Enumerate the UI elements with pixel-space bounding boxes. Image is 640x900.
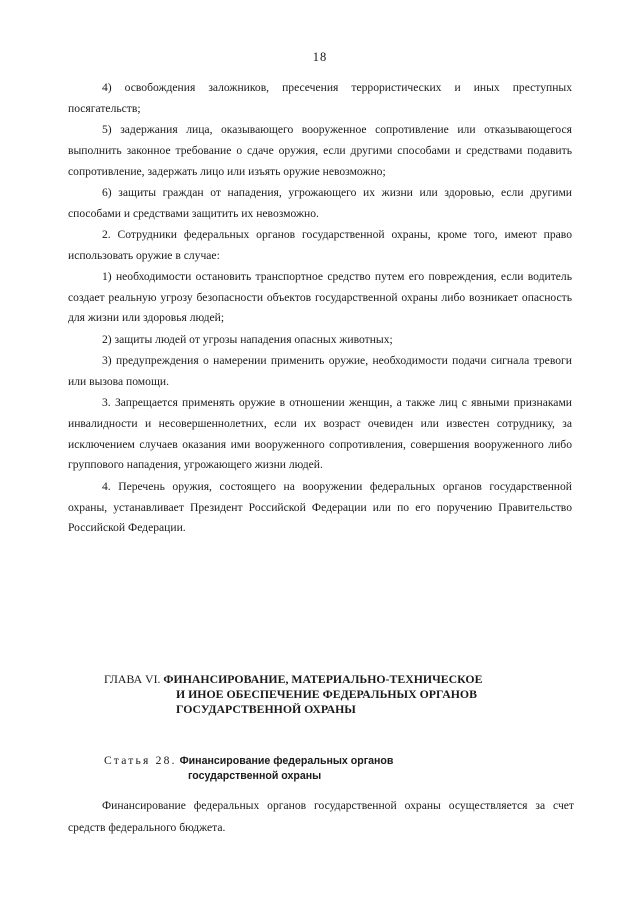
article-title-line: Финансирование федеральных органов bbox=[179, 755, 394, 767]
article-label: Статья 28. bbox=[104, 754, 177, 767]
paragraph: Финансирование федеральных органов государственной охраны осуществляется за счет средств федерального бюджета. bbox=[68, 799, 574, 834]
paragraph: 2) защиты людей от угрозы нападения опасных животных; bbox=[102, 332, 393, 346]
paragraph: 6) защиты граждан от нападения, угрожающего их жизни или здоровью, если другими способами и средствами защитить их невозможно. bbox=[68, 185, 572, 220]
paragraph: 1) необходимости остановить транспортное средство путем его повреждения, если водитель создает реальную угрозу безопасности объектов государственной охраны либо возникает опасность для жизни или здоровья людей; bbox=[68, 270, 572, 325]
chapter-heading bbox=[104, 672, 574, 718]
paragraph: 2. Сотрудники федеральных органов государственной охраны, кроме того, имеют право использовать оружие в случае: bbox=[68, 227, 572, 262]
paragraph: 3) предупреждения о намерении применить оружие, необходимости подачи сигнала тревоги или вызова помощи. bbox=[68, 354, 572, 388]
paragraph: 4. Перечень оружия, состоящего на вооружении федеральных органов государственной охраны, устанавливает Президент Российской Федерации или по его поручению Правительство Российской Федерации. bbox=[68, 479, 572, 535]
page-number: 18 bbox=[312, 50, 328, 64]
paragraph: 5) задержания лица, оказывающего вооруженное сопротивление или отказывающегося выполнить законное требование о сдаче оружия, если другими способами и средствами подавить сопротивление, задержать лицо или изъять оружие невозможно; bbox=[68, 123, 572, 178]
chapter-label: ГЛАВА VI. bbox=[104, 672, 161, 686]
article-heading bbox=[104, 753, 574, 784]
paragraph: 4) освобождения заложников, пресечения террористических и иных преступных посягательств; bbox=[68, 81, 572, 115]
chapter-title-line: И ИНОЕ ОБЕСПЕЧЕНИЕ ФЕДЕРАЛЬНЫХ ОРГАНОВ bbox=[176, 687, 477, 702]
article-title-line: государственной охраны bbox=[188, 770, 322, 782]
paragraph: 3. Запрещается применять оружие в отношении женщин, а также лиц с явными признаками инвалидности и несовершеннолетних, если их возраст очевиден или известен сотруднику, за исключением случаев оказания ими вооруженного сопротивления, совершения вооруженного либо группового нападения, угрожающего жизни людей. bbox=[68, 396, 572, 472]
chapter-title-line: ФИНАНСИРОВАНИЕ, МАТЕРИАЛЬНО-ТЕХНИЧЕСКОЕ bbox=[163, 672, 483, 686]
body-text bbox=[68, 78, 572, 539]
article-text bbox=[68, 795, 574, 839]
chapter-title-line: ГОСУДАРСТВЕННОЙ ОХРАНЫ bbox=[176, 702, 356, 717]
